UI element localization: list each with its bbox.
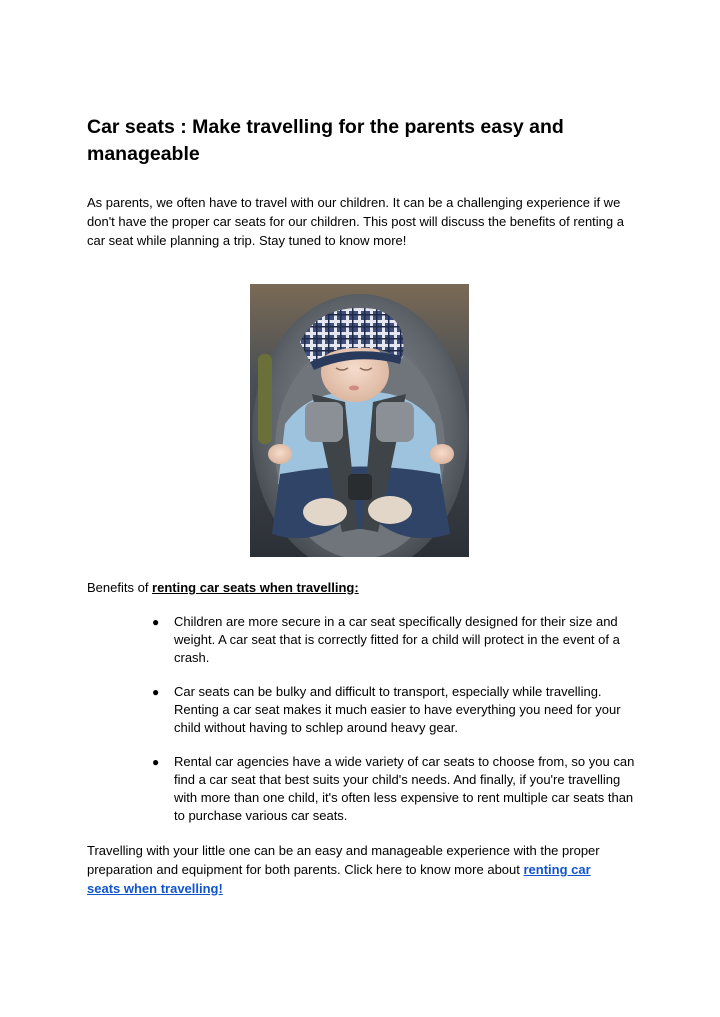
bullet-icon: ● <box>152 615 160 629</box>
closing-paragraph <box>87 841 627 898</box>
list-item <box>149 753 635 825</box>
benefits-heading <box>87 578 359 597</box>
list-item <box>149 683 635 737</box>
benefits-list <box>149 613 635 841</box>
baby-car-seat-photo <box>250 284 469 557</box>
bullet-icon: ● <box>152 685 160 699</box>
bullet-icon: ● <box>152 755 160 769</box>
list-item-text: Children are more secure in a car seat specifically designed for their size and weight. A car seat that is correctly fitted for a child will protect in the event of a crash. <box>174 614 620 665</box>
baby-car-seat-illustration <box>250 284 469 557</box>
list-item-text: Car seats can be bulky and difficult to transport, especially while travelling. Renting a car seat makes it much easier to have everything you need for your child without having to schlep around heavy gear. <box>174 684 621 735</box>
intro-paragraph: As parents, we often have to travel with our children. It can be a challenging experience if we don't have the proper car seats for our children. This post will discuss the benefits of renting a car seat while planning a trip. Stay tuned to know more! <box>87 195 624 248</box>
benefits-prefix: Benefits of <box>87 580 153 595</box>
closing-text: Travelling with your little one can be an easy and manageable experience with the proper preparation and equipment for both parents. Click here to know more about <box>87 843 600 877</box>
benefits-link[interactable]: renting car seats when travelling: <box>152 580 359 595</box>
article-title: Car seats : Make travelling for the parents easy and manageable <box>87 116 564 165</box>
closing-link[interactable]: renting car seats when travelling! <box>87 862 591 896</box>
list-item-text: Rental car agencies have a wide variety of car seats to choose from, so you can find a car seat that best suits your child's needs. And finally, if you're travelling with more than one child, it's often less expensive to rent multiple car seats than to purchase various car seats. <box>174 754 635 823</box>
list-item <box>149 613 635 667</box>
